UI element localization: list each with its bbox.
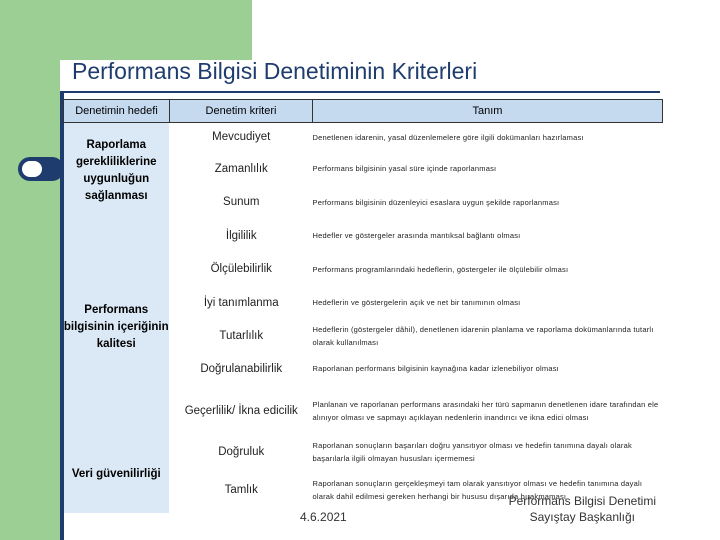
goal-cell-data-reliability: Veri güvenilirliği <box>64 437 170 513</box>
footer-title-line1: Performans Bilgisi Denetimi <box>508 494 656 508</box>
criterion-cell: Tutarlılık <box>219 330 264 342</box>
footer-date: 4.6.2021 <box>300 510 347 524</box>
definition-cell: Planlanan ve raporlanan performans arasındaki her türü sapmanın denetlenen idare tarafından ele alınıyor olması ve sapmayı açıklayan nedenlerin inandırıcı ve ikna edici olması <box>312 399 659 422</box>
decorative-pill <box>18 157 64 181</box>
header-goal: Denetimin hedefi <box>64 100 170 123</box>
criterion-cell: İlgililik <box>225 229 257 242</box>
criterion-cell: Geçerlilik/ İkna edicilik <box>184 404 298 417</box>
criterion-cell: Tamlık <box>224 483 258 496</box>
table-row <box>64 123 663 152</box>
definition-cell: Performans bilgisinin yasal süre içinde raporlanması <box>312 164 497 173</box>
criteria-table <box>63 99 663 513</box>
goal-cell-reporting: Raporlama gerekliliklerine uygunluğun sağlanması <box>64 123 170 219</box>
definition-cell: Raporlanan performans bilgisinin kaynağına kadar izlenebiliyor olması <box>312 364 559 373</box>
definition-cell: Performans programlarındaki hedeflerin, göstergeler ile ölçülebilir olması <box>312 264 569 274</box>
criterion-cell: Doğruluk <box>218 445 265 458</box>
definition-cell: Performans bilgisinin düzenleyici esaslara uygun şekilde raporlanması <box>312 197 560 207</box>
criterion-cell: Doğrulanabilirlik <box>200 362 283 375</box>
criterion-cell: Mevcudiyet <box>212 131 271 144</box>
table-row <box>64 219 663 253</box>
criterion-cell: Zamanlılık <box>214 162 268 175</box>
definition-cell: Denetlenen idarenin, yasal düzenlemelere göre ilgili dokümanları hazırlaması <box>312 132 584 142</box>
footer-title-line2: Sayıştay Başkanlığı <box>529 510 635 524</box>
decorative-pill-hole <box>22 161 42 177</box>
title-underline <box>60 91 660 93</box>
definition-cell: Hedeflerin ve göstergelerin açık ve net bir tanımının olması <box>312 298 521 307</box>
definition-cell: Hedeflerin (göstergeler dâhil), denetlenen idarenin planlama ve raporlama dokümanlarında tutarlı olarak kullanılması <box>312 325 654 347</box>
criterion-cell: Sunum <box>223 196 260 208</box>
criterion-cell: İyi tanımlanma <box>203 296 279 309</box>
table-row <box>64 437 663 467</box>
criterion-cell: Ölçülebilirlik <box>210 263 272 275</box>
header-criterion: Denetim kriteri <box>170 100 313 123</box>
footer-title <box>509 493 656 525</box>
header-definition: Tanım <box>313 100 663 123</box>
table-header-row <box>64 100 663 123</box>
definition-cell: Raporlanan sonuçların gerçekleşmeyi tam olarak yansıtıyor olması ve hedefin tanımına dayalı olarak dahil edilmesi gereken herhangi bir hususu dışarıda bırakmaması <box>312 478 643 501</box>
slide-title: Performans Bilgisi Denetiminin Kriterleri <box>72 58 478 84</box>
definition-cell: Raporlanan sonuçların başarıları doğru yansıtıyor olması ve hedefin tanımına dayalı olarak başarılarla ilgili olmayan hususları içermemesi <box>312 440 632 463</box>
goal-cell-content-quality: Performans bilgisinin içeriğinin kalitesi <box>64 219 170 437</box>
definition-cell: Hedefler ve göstergeler arasında mantıksal bağlantı olması <box>312 231 521 240</box>
